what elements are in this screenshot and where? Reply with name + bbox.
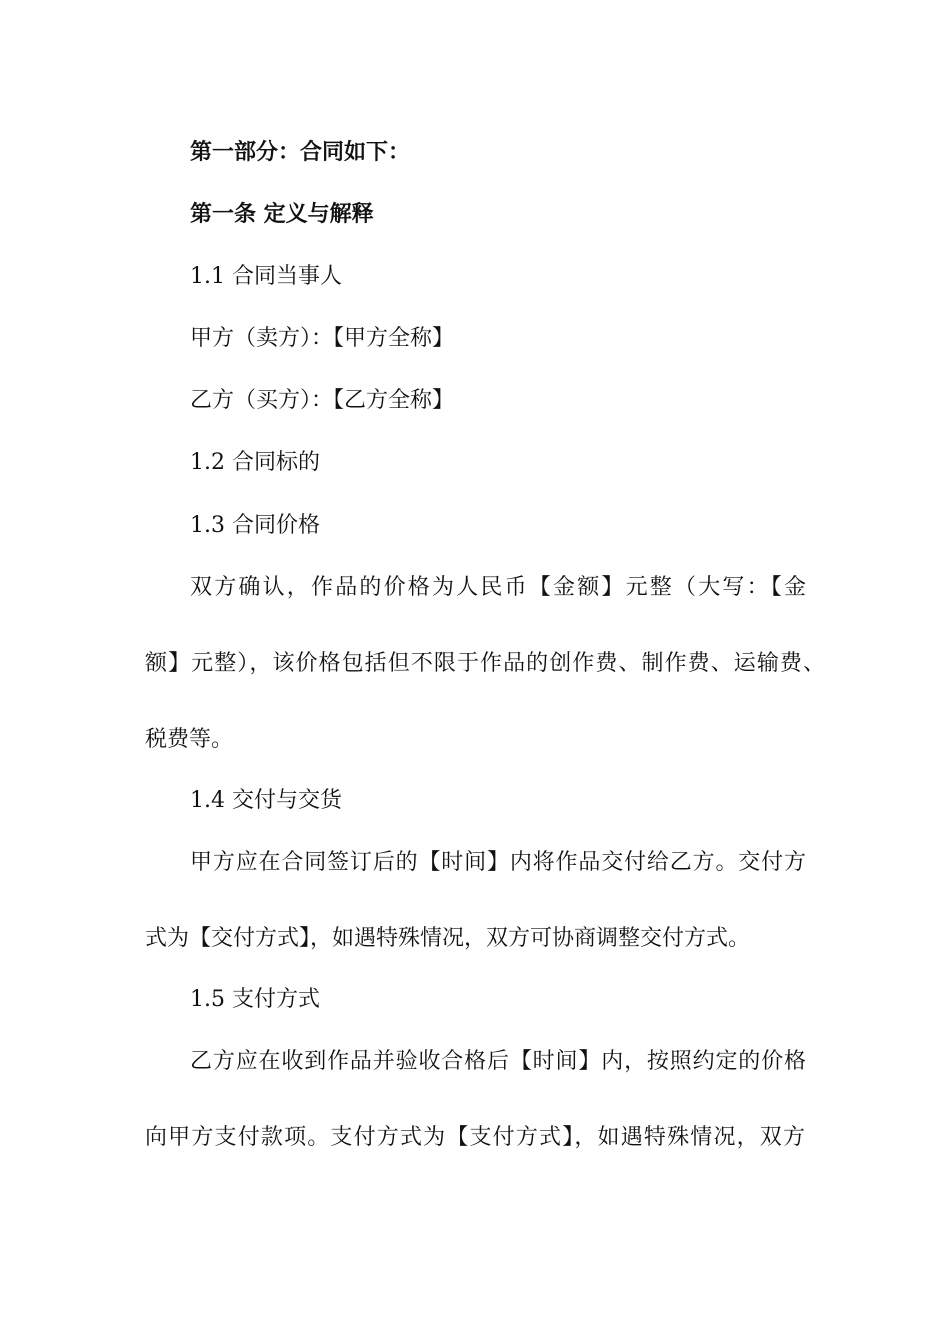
article-heading: 第一条 定义与解释 <box>190 202 374 227</box>
section-1-3-heading: 1.3 合同价格 <box>190 513 320 538</box>
section-1-2-heading: 1.2 合同标的 <box>190 450 320 475</box>
section-1-5-body-line-1: 乙方应在收到作品并验收合格后【时间】内，按照约定的价格 <box>190 1049 806 1074</box>
section-1-4-heading: 1.4 交付与交货 <box>190 788 342 813</box>
section-1-4-body-line-2: 式为【交付方式】，如遇特殊情况，双方可协商调整交付方式。 <box>145 926 751 951</box>
section-1-3-body-line-1: 双方确认，作品的价格为人民币【金额】元整（大写：【金 <box>190 575 806 600</box>
section-1-5-body-line-2: 向甲方支付款项。支付方式为【支付方式】，如遇特殊情况，双方 <box>145 1125 805 1150</box>
part-heading: 第一部分：合同如下： <box>190 140 411 165</box>
section-1-1-heading: 1.1 合同当事人 <box>190 264 342 289</box>
section-1-3-body-line-3: 税费等。 <box>145 727 234 752</box>
section-1-3-body-line-2: 额】元整），该价格包括但不限于作品的创作费、制作费、运输费、 <box>145 651 825 676</box>
section-1-5-heading: 1.5 支付方式 <box>190 987 320 1012</box>
party-a-line: 甲方（卖方）：【甲方全称】 <box>190 326 455 351</box>
section-1-4-body-line-1: 甲方应在合同签订后的【时间】内将作品交付给乙方。交付方 <box>190 850 806 875</box>
party-b-line: 乙方（买方）：【乙方全称】 <box>190 388 455 413</box>
